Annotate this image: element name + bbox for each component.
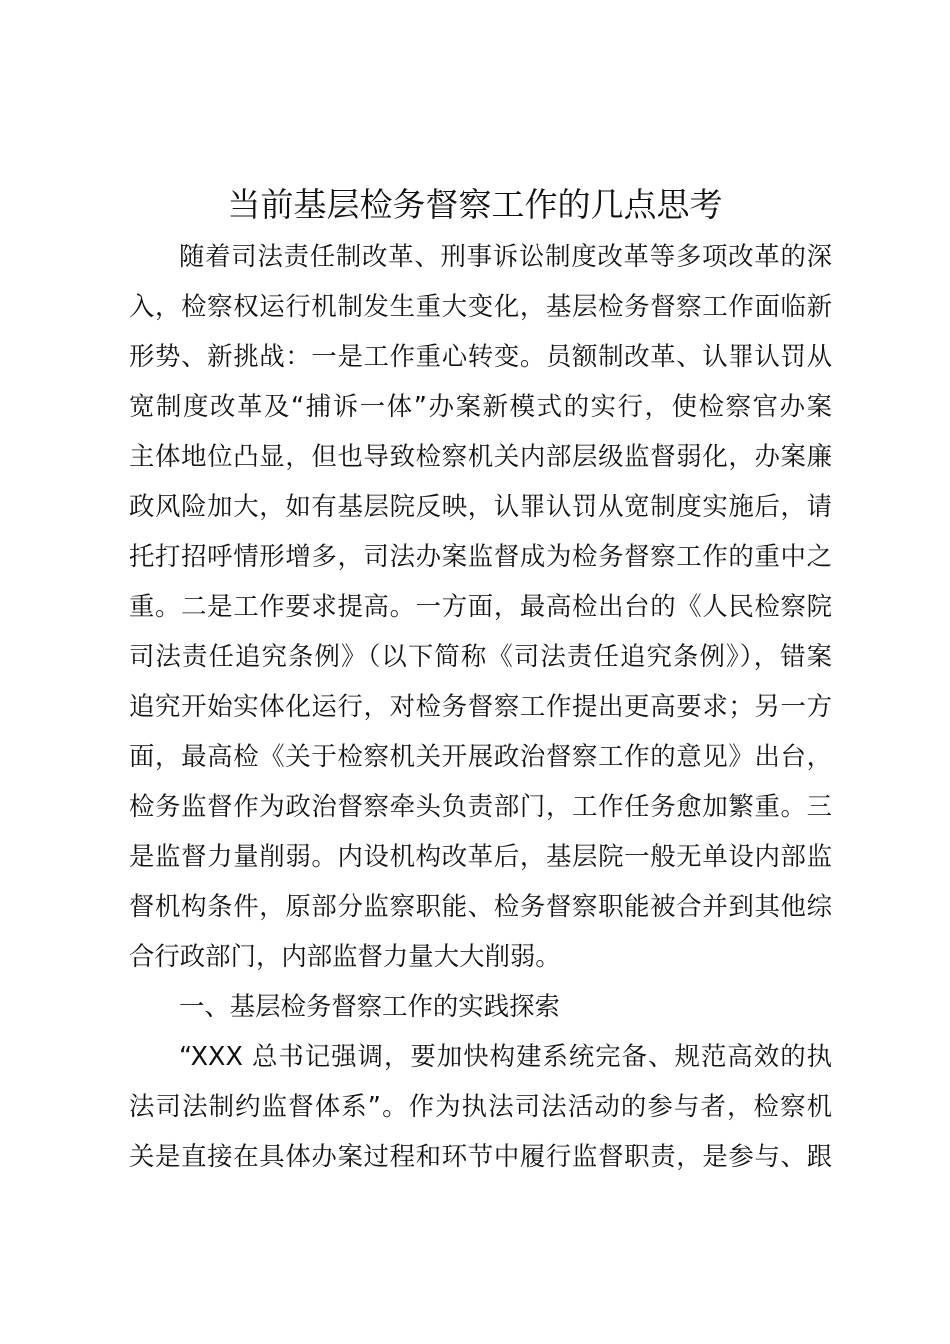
paragraph-line: 形势、新挑战：一是工作重心转变。员额制改革、认罪认罚从: [129, 341, 832, 371]
paragraph-1: [129, 231, 832, 981]
paragraph-line: 合行政部门，内部监督力量大大削弱。: [129, 941, 561, 971]
paragraph-line: 宽制度改革及“捕诉一体”办案新模式的实行，使检察官办案: [129, 391, 832, 421]
paragraph-line: “XXX 总书记强调，要加快构建系统完备、规范高效的执: [179, 1041, 832, 1071]
paragraph-line: 是监督力量削弱。内设机构改革后，基层院一般无单设内部监: [129, 841, 832, 871]
section-heading: 一、基层检务督察工作的实践探索: [179, 991, 560, 1021]
paragraph-line: 重。二是工作要求提高。一方面，最高检出台的《人民检察院: [129, 591, 832, 621]
paragraph-line: 检务监督作为政治督察牵头负责部门，工作任务愈加繁重。三: [129, 791, 832, 821]
paragraph-line: 司法责任追究条例》（以下简称《司法责任追究条例》），错案: [129, 641, 832, 671]
paragraph-line: 面，最高检《关于检察机关开展政治督察工作的意见》出台，: [129, 741, 832, 771]
paragraph-line: 关是直接在具体办案过程和环节中履行监督职责，是参与、跟: [129, 1141, 832, 1171]
paragraph-line: 政风险加大，如有基层院反映，认罪认罚从宽制度实施后，请: [129, 491, 832, 521]
paragraph-line: 督机构条件，原部分监察职能、检务督察职能被合并到其他综: [129, 891, 832, 921]
paragraph-line: 主体地位凸显，但也导致检察机关内部层级监督弱化，办案廉: [129, 441, 832, 471]
paragraph-line: 托打招呼情形增多，司法办案监督成为检务督察工作的重中之: [129, 541, 832, 571]
paragraph-2: [129, 1031, 832, 1181]
paragraph-line: 入，检察权运行机制发生重大变化，基层检务督察工作面临新: [129, 291, 832, 321]
document-body: [129, 231, 832, 1181]
paragraph-line: 随着司法责任制改革、刑事诉讼制度改革等多项改革的深: [179, 241, 832, 271]
paragraph-line: 追究开始实体化运行，对检务督察工作提出更高要求；另一方: [129, 691, 832, 721]
paragraph-line: 法司法制约监督体系”。作为执法司法活动的参与者，检察机: [129, 1091, 832, 1121]
document-title: 当前基层检务督察工作的几点思考: [227, 185, 723, 224]
